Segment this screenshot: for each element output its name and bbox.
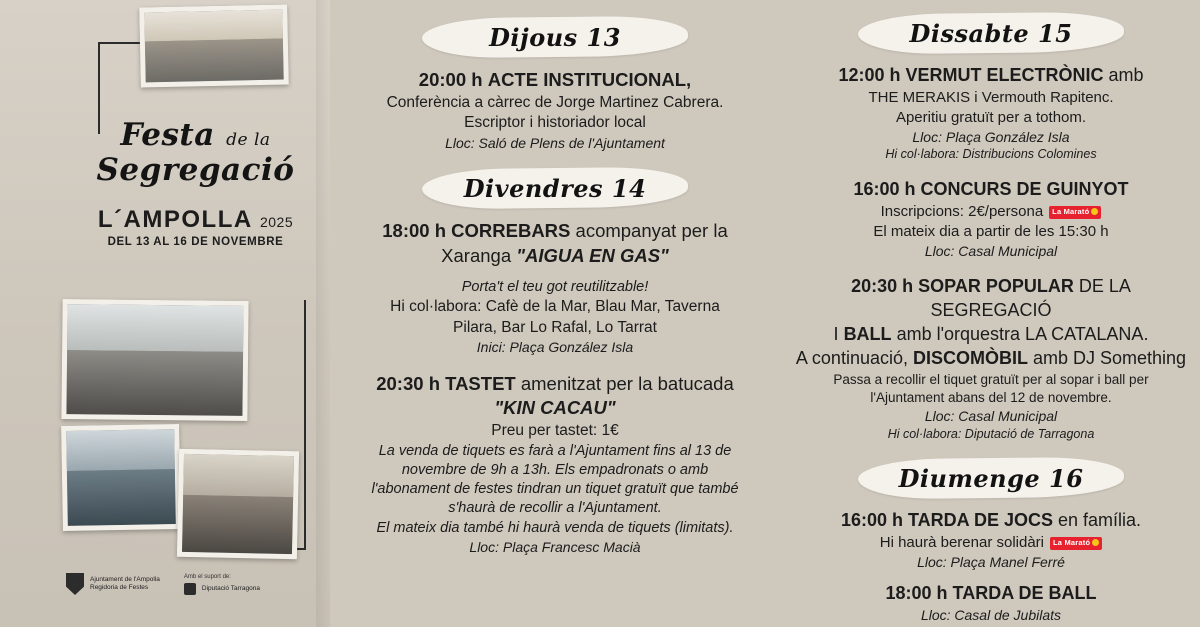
event-line: Escriptor i historiador local bbox=[464, 114, 646, 132]
logo-support bbox=[184, 574, 260, 595]
event-xaranga-name: "AIGUA EN GAS" bbox=[516, 245, 669, 267]
event-title: SOPAR POPULAR bbox=[918, 276, 1074, 297]
event-place: Lloc: Casal Municipal bbox=[924, 242, 1058, 259]
event-collaborators: Hi col·labora: Cafè de la Mar, Blau Mar, Taverna bbox=[390, 297, 720, 315]
event-collaborators-2: Pilara, Bar Lo Rafal, Lo Tarrat bbox=[453, 318, 657, 336]
poster-town-name: L´AMPOLLA bbox=[97, 206, 252, 233]
event-collaborators: Hi col·labora: Distribucions Colomines bbox=[885, 147, 1097, 162]
event-note-line: l'Ajuntament abans del 12 de novembre. bbox=[870, 390, 1112, 406]
event-title: TASTET bbox=[445, 372, 516, 394]
event-note-line: l'abonament de festes tindran un tiquet gratuït que també bbox=[371, 481, 739, 498]
event-note: Porta't el teu got reutilitzable! bbox=[461, 278, 649, 295]
event-place: Lloc: Plaça Manel Ferré bbox=[917, 554, 1065, 571]
poster-title-dela: de la bbox=[226, 130, 271, 150]
event-line3-post: amb DJ Something bbox=[1028, 348, 1187, 369]
event-title: TARDA DE JOCS bbox=[908, 510, 1054, 531]
event-line: Inscripcions: 2€/persona bbox=[880, 202, 1044, 220]
event-batucada-name: "KIN CACAU" bbox=[494, 397, 616, 419]
event-note-line: s'haurà de recollir a l'Ajuntament. bbox=[448, 500, 662, 517]
event-time: 16:00 h bbox=[840, 510, 903, 531]
marato-badge: La Marató bbox=[1050, 537, 1102, 550]
event-title-suffix: acompanyat per la bbox=[570, 220, 728, 242]
event-place: Lloc: Casal de Jubilats bbox=[920, 606, 1062, 623]
poster-left-panel bbox=[0, 0, 330, 627]
event-line3-pre: A continuació, bbox=[795, 348, 913, 369]
event-time: 16:00 h bbox=[853, 179, 916, 200]
event-time: 12:00 h bbox=[838, 65, 901, 85]
event-concurs-guinyot bbox=[794, 178, 1188, 260]
event-place: Lloc: Plaça Francesc Macià bbox=[469, 538, 641, 555]
event-line2-pre: I bbox=[833, 324, 844, 345]
event-place: Inici: Plaça González Isla bbox=[476, 339, 634, 356]
event-time: 20:00 h bbox=[418, 69, 483, 90]
poster-year: 2025 bbox=[259, 214, 294, 230]
event-time: 18:00 h bbox=[885, 582, 948, 603]
crest-icon bbox=[66, 573, 84, 595]
event-title: VERMUT ELECTRÒNIC bbox=[905, 65, 1104, 85]
event-line: Aperitiu gratuït per a tothom. bbox=[895, 108, 1087, 126]
event-title: TARDA DE BALL bbox=[952, 582, 1097, 603]
event-collaborators: Hi col·labora: Diputació de Tarragona bbox=[887, 426, 1095, 441]
logo-ajuntament bbox=[66, 573, 160, 595]
event-tarda-de-ball bbox=[794, 582, 1188, 625]
day-heading-divendres: Divendres 14 bbox=[344, 167, 766, 209]
event-title: CORREBARS bbox=[451, 220, 571, 242]
support-label: Amb el suport de: bbox=[183, 574, 231, 580]
poster-title-block bbox=[78, 117, 313, 248]
event-tastet bbox=[344, 372, 766, 557]
day-heading-dissabte: Dissabte 15 bbox=[794, 12, 1188, 54]
event-time: 18:00 h bbox=[382, 220, 447, 242]
event-vermut-electronic bbox=[794, 64, 1188, 163]
event-place: Lloc: Plaça González Isla bbox=[912, 128, 1070, 145]
logo-ajuntament-line1: Ajuntament de l'Ampolla bbox=[90, 575, 160, 583]
event-title: ACTE INSTITUCIONAL, bbox=[487, 69, 692, 90]
logo-ajuntament-line2: Regidoria de Festes bbox=[90, 584, 149, 591]
program-column-middle bbox=[330, 0, 780, 627]
event-place: Lloc: Casal Municipal bbox=[924, 408, 1058, 425]
event-xaranga-label: Xaranga bbox=[441, 245, 517, 267]
event-correbars bbox=[344, 219, 766, 356]
day-heading-diumenge: Diumenge 16 bbox=[794, 457, 1188, 499]
event-price: Preu per tastet: 1€ bbox=[491, 421, 619, 439]
event-note-line: novembre de 9h a 13h. Els empadronats o amb bbox=[401, 461, 709, 478]
event-line2-post: amb l'orquestra LA CATALANA. bbox=[891, 324, 1149, 345]
event-note-line: La venda de tiquets es farà a l'Ajuntament fins al 13 de bbox=[378, 442, 732, 459]
poster-dates: DEL 13 AL 16 DE NOVEMBRE bbox=[107, 236, 284, 248]
event-line: Conferència a càrrec de Jorge Martinez Cabrera. bbox=[386, 93, 724, 111]
poster-title-festa: Festa bbox=[120, 117, 215, 153]
event-time: 20:30 h bbox=[376, 372, 440, 394]
photo-beach-crowd bbox=[177, 449, 299, 559]
diputacio-icon bbox=[184, 583, 196, 595]
photo-street-procession bbox=[139, 4, 289, 87]
poster-logos bbox=[66, 573, 316, 595]
event-title-suffix: amenitzat per la batucada bbox=[515, 372, 734, 394]
logo-diputacio: Diputació Tarragona bbox=[201, 584, 260, 592]
event-line: El mateix dia a partir de les 15:30 h bbox=[873, 222, 1109, 240]
event-note-line: El mateix dia també hi haurà venda de tiquets (limitats). bbox=[376, 519, 734, 536]
poster-title-line1 bbox=[78, 117, 313, 153]
marato-badge: La Marató bbox=[1049, 206, 1101, 219]
event-line2-bold: BALL bbox=[843, 324, 892, 345]
event-title-suffix: amb bbox=[1103, 65, 1144, 85]
poster-title-line2: Segregació bbox=[96, 152, 295, 188]
day-heading-dijous: Dijous 13 bbox=[344, 16, 766, 58]
event-acte-institucional bbox=[344, 68, 766, 152]
event-title: CONCURS DE GUINYOT bbox=[920, 179, 1129, 200]
event-title-suffix: DE LA SEGREGACIÓ bbox=[930, 276, 1131, 321]
photo-crowd-street bbox=[61, 299, 248, 421]
event-line3-bold: DISCOMÒBIL bbox=[913, 348, 1028, 369]
photo-boat-sea bbox=[61, 424, 181, 531]
program-column-right bbox=[782, 0, 1200, 627]
poster-town bbox=[78, 206, 313, 234]
event-time: 20:30 h bbox=[851, 276, 914, 297]
event-line: Hi haurà berenar solidàri bbox=[879, 534, 1045, 552]
event-note-line: Passa a recollir el tiquet gratuït per al sopar i ball per bbox=[833, 372, 1149, 388]
event-line: THE MERAKIS i Vermouth Rapitenc. bbox=[868, 88, 1114, 106]
event-tarda-de-jocs bbox=[794, 509, 1188, 571]
event-sopar-popular bbox=[794, 275, 1188, 442]
event-place: Lloc: Saló de Plens de l'Ajuntament bbox=[445, 134, 665, 151]
event-title-suffix: en família. bbox=[1053, 510, 1142, 531]
